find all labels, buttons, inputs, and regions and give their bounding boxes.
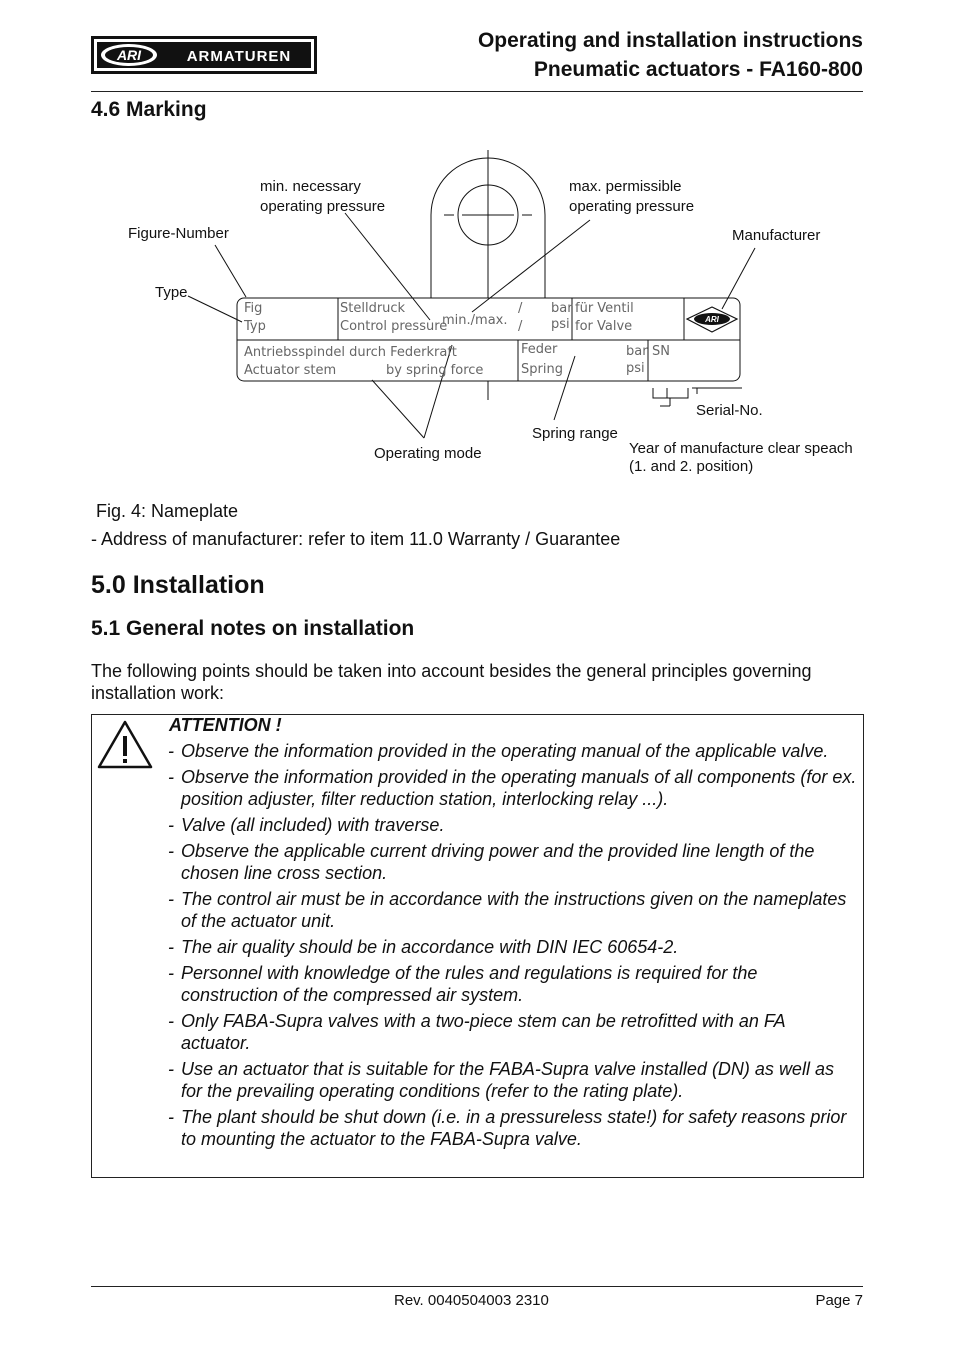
attention-item: - Observe the information provided in the operating manuals of all components (for ex. position adjuster, filter reduction station, interlocking relay ...). [168,767,857,809]
np-stelldruck: Stelldruck [340,301,406,316]
np-bar-2: bar [626,344,648,359]
attention-item: - Observe the information provided in the operating manual of the applicable valve. [168,741,829,761]
attention-item: - Valve (all included) with traverse. [168,815,445,835]
np-bar-1: bar [551,301,573,316]
np-for-valve: for Valve [575,319,633,334]
svg-text:ARMATUREN: ARMATUREN [186,48,292,65]
attention-list [168,740,858,1154]
np-control-pressure: Control pressure [340,319,448,334]
np-slash-1: / [518,301,523,316]
np-antrieb: Antriebsspindel durch Federkraft [244,345,457,360]
attention-item: - Use an actuator that is suitable for the FABA-Supra valve installed (DN) as well as for the prevailing operating conditions (refer to the rating plate). [168,1059,834,1101]
header-divider [91,91,863,92]
label-manufacturer: Manufacturer [732,227,821,244]
np-by-spring-force: by spring force [386,363,484,378]
label-min-pressure-2: operating pressure [260,198,386,215]
svg-text:ARI: ARI [116,47,142,63]
footer-divider [91,1286,863,1287]
label-operating-mode: Operating mode [374,445,482,462]
nameplate-figure [91,150,863,490]
title-line-2: Pneumatic actuators - FA160-800 [533,58,863,81]
title-line-1: Operating and installation instructions [477,29,863,52]
ari-armaturen-logo [91,36,317,74]
section-heading-marking: 4.6 Marking [91,98,207,121]
attention-item: - The control air must be in accordance with the instructions given on the nameplates of the actuator unit. [168,889,847,931]
np-slash-2: / [518,319,523,334]
np-fig: Fig [244,301,263,316]
np-feder: Feder [521,342,558,357]
np-psi-1: psi [551,317,570,332]
warning-triangle-icon [96,719,154,771]
label-min-pressure-1: min. necessary [260,178,361,195]
label-year-1: Year of manufacture clear speach [629,440,853,457]
footer-revision: Rev. 0040504003 2310 [394,1292,549,1309]
nameplate-logo-text: ARI [705,315,719,324]
np-min-max: min./max. [442,313,508,328]
np-sn: SN [652,344,670,359]
np-actuator-stem: Actuator stem [244,363,337,378]
attention-item: - Only FABA-Supra valves with a two-piece stem can be retrofitted with an FA actuator. [168,1011,785,1053]
label-year-2: (1. and 2. position) [629,458,754,475]
label-max-pressure-1: max. permissible [569,178,682,195]
document-title [478,26,863,84]
attention-title: ATTENTION ! [169,715,282,735]
figure-caption: Fig. 4: Nameplate [96,501,239,521]
label-type: Type [155,284,188,301]
nameplate-diagram [91,150,863,490]
label-max-pressure-2: operating pressure [569,198,695,215]
attention-item: - The air quality should be in accordance with DIN IEC 60654-2. [168,937,679,957]
footer-page-number: Page 7 [815,1292,863,1309]
label-figure-number: Figure-Number [128,225,229,242]
np-typ: Typ [244,319,266,334]
attention-item: - Personnel with knowledge of the rules and regulations is required for the construction of the compressed air system. [168,963,758,1005]
np-fuer-ventil: für Ventil [575,301,634,316]
address-note: - Address of manufacturer: refer to item 11.0 Warranty / Guarantee [91,529,621,549]
section-heading-installation: 5.0 Installation [91,571,265,599]
np-psi-2: psi [626,361,645,376]
np-spring: Spring [521,362,563,377]
section-heading-general-notes: 5.1 General notes on installation [91,617,415,640]
label-serial-no: Serial-No. [696,402,763,419]
intro-paragraph: The following points should be taken into account besides the general principles governing installation work: [91,661,812,703]
label-spring-range: Spring range [532,425,618,442]
attention-item: - The plant should be shut down (i.e. in a pressureless state!) for safety reasons prior to mounting the actuator to the FABA-Supra valve. [168,1107,847,1149]
attention-item: - Observe the applicable current driving power and the provided line length of the chosen line cross section. [168,841,815,883]
